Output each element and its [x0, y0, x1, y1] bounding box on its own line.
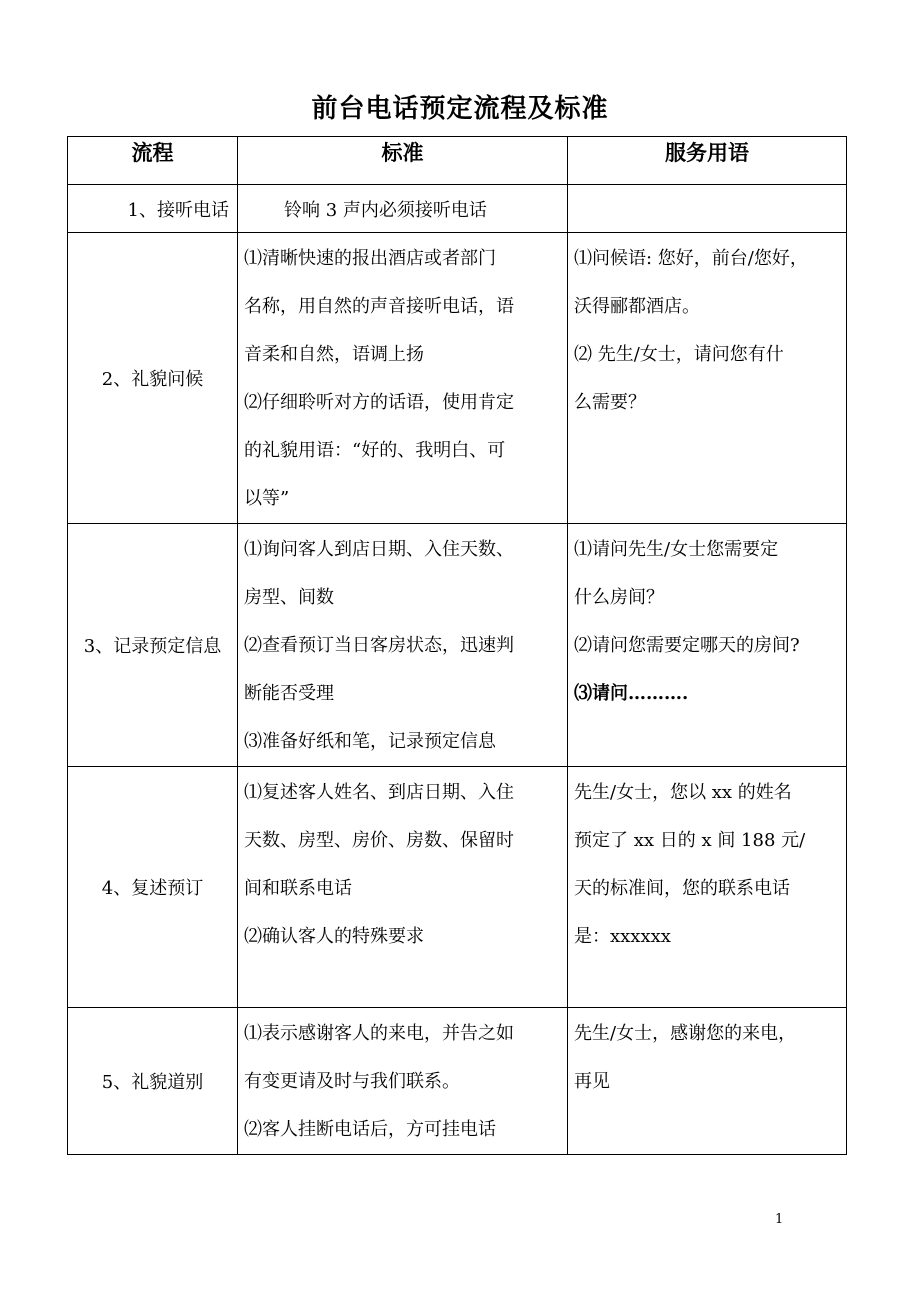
standard-line: ⑶准备好纸和笔，记录预定信息 [244, 731, 496, 752]
phrase-line: 天的标准间，您的联系电话 [574, 878, 790, 899]
standard-line: ⑴询问客人到店日期、入住天数、 [244, 539, 514, 560]
table-row [68, 1008, 847, 1155]
standard-line: ⑴复述客人姓名、到店日期、入住 [244, 782, 514, 803]
standard-cell [238, 767, 568, 1008]
step-cell: 2、礼貌问候 [68, 233, 238, 524]
standard-line: ⑴表示感谢客人的来电，并告之如 [244, 1023, 514, 1044]
standard-line: ⑵客人挂断电话后，方可挂电话 [244, 1119, 496, 1140]
phrases-cell [568, 185, 847, 233]
document-title: 前台电话预定流程及标准 [311, 94, 609, 124]
standard-line: 断能否受理 [244, 683, 334, 704]
phrase-line: 先生/女士，您以 xx 的姓名 [574, 782, 792, 803]
standard-cell [238, 1008, 568, 1155]
table-row [68, 185, 847, 233]
standard-line: ⑵确认客人的特殊要求 [244, 926, 424, 947]
phrases-cell [568, 233, 847, 524]
standard-line: 的礼貌用语：“好的、我明白、可 [244, 440, 506, 461]
phrase-line: ⑵请问您需要定哪天的房间? [574, 635, 800, 656]
step-cell: 3、记录预定信息 [68, 524, 238, 767]
header-phrases: 服务用语 [568, 137, 847, 185]
header-standard: 标准 [238, 137, 568, 185]
phrases-cell [568, 524, 847, 767]
phrase-line: 再见 [574, 1071, 610, 1092]
table-header-row [68, 137, 847, 185]
phrase-line: 沃得郦都酒店。 [574, 296, 700, 317]
phrase-line: 什么房间？ [574, 587, 664, 608]
standard-line: 音柔和自然，语调上扬 [244, 344, 424, 365]
phrase-line: ⑶请问………. [574, 683, 689, 704]
standard-line: ⑵仔细聆听对方的话语，使用肯定 [244, 392, 514, 413]
phrase-line: 么需要？ [574, 392, 646, 413]
procedure-table [67, 136, 847, 1155]
standard-line: 有变更请及时与我们联系。 [244, 1071, 460, 1092]
standard-line: ⑵查看预订当日客房状态，迅速判 [244, 635, 514, 656]
standard-line: 天数、房型、房价、房数、保留时 [244, 830, 514, 851]
phrase-line: 是：xxxxxx [574, 926, 671, 947]
phrases-cell [568, 1008, 847, 1155]
table-row [68, 767, 847, 1008]
phrase-line: ⑵ 先生/女士，请问您有什 [574, 344, 784, 365]
phrase-line: ⑴问候语: 您好，前台/您好， [574, 248, 808, 269]
page-number: 1 [775, 1212, 784, 1227]
table-row [68, 233, 847, 524]
step-cell: 4、复述预订 [68, 767, 238, 1008]
phrase-line: ⑴请问先生/女士您需要定 [574, 539, 779, 560]
phrase-line: 先生/女士，感谢您的来电， [574, 1023, 797, 1044]
standard-cell: 铃响 3 声内必须接听电话 [238, 185, 568, 233]
header-step: 流程 [68, 137, 238, 185]
standard-line: 以等” [244, 488, 290, 509]
standard-line: 间和联系电话 [244, 878, 352, 899]
step-cell: 5、礼貌道别 [68, 1008, 238, 1155]
phrase-line: 预定了 xx 日的 x 间 188 元/ [574, 830, 806, 851]
standard-cell [238, 524, 568, 767]
step-cell: 1、接听电话 [68, 185, 238, 233]
table-row [68, 524, 847, 767]
standard-cell [238, 233, 568, 524]
standard-line: ⑴清晰快速的报出酒店或者部门 [244, 248, 496, 269]
standard-line: 名称，用自然的声音接听电话，语 [244, 296, 514, 317]
standard-line: 房型、间数 [244, 587, 334, 608]
phrases-cell [568, 767, 847, 1008]
